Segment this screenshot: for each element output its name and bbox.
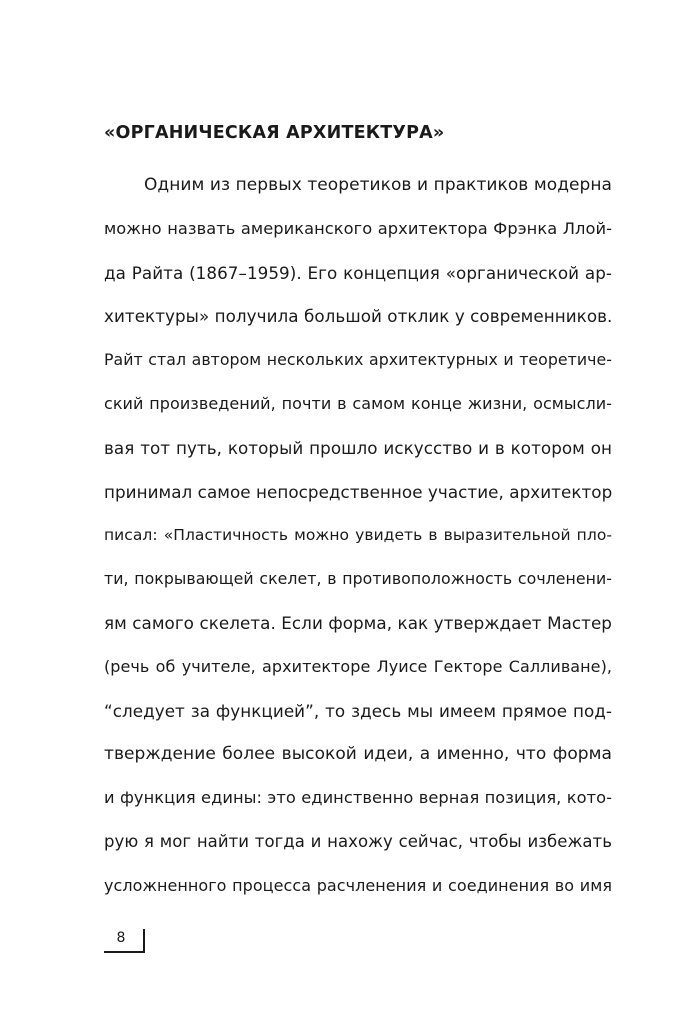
paragraph-line: можно назвать американского архитектора Фрэнка Ллой- (104, 218, 612, 238)
paragraph-line: Одним из первых теоретиков и практиков модерна (144, 175, 612, 195)
paragraph-line: да Райта (1867–1959). Его концепция «органической ар- (104, 262, 612, 283)
page-number-underline (104, 951, 144, 953)
paragraph-line: Райт стал автором нескольких архитектурных и теоретиче- (104, 350, 612, 370)
paragraph-line: ти, покрывающей скелет, в противоположность сочленени- (104, 569, 612, 589)
paragraph-line: ям самого скелета. Если форма, как утверждает Мастер (104, 612, 612, 633)
page-number-side-rule (143, 929, 145, 953)
paragraph-line: ский произведений, почти в самом конце жизни, осмысли- (104, 393, 612, 413)
paragraph-line: хитектуры» получила большой отклик у современников. (104, 306, 613, 327)
paragraph-line: “следует за функцией”, то здесь мы имеем прямое под- (104, 700, 612, 721)
paragraph-line: вая тот путь, который прошло искусство и в котором он (104, 437, 612, 458)
body-paragraph (104, 171, 612, 916)
page-number-box (104, 924, 145, 954)
paragraph-line: принимал самое непосредственное участие, архитектор (104, 481, 613, 502)
paragraph-line: рую я мог найти тогда и нахожу сейчас, чтобы избежать (104, 831, 612, 851)
paragraph-line: писал: «Пластичность можно увидеть в выразительной пло- (104, 526, 612, 545)
paragraph-line: (речь об учителе, архитекторе Луисе Гекторе Салливане), (104, 656, 612, 676)
paragraph-line: тверждение более высокой идеи, а именно, что форма (104, 744, 612, 765)
paragraph-line: и функция едины: это единственно верная позиция, кото- (104, 788, 612, 808)
paragraph-line: усложненного процесса расчленения и соединения во имя (104, 875, 612, 895)
section-heading: «ОРГАНИЧЕСКАЯ АРХИТЕКТУРА» (104, 123, 445, 143)
page-number: 8 (116, 930, 126, 946)
